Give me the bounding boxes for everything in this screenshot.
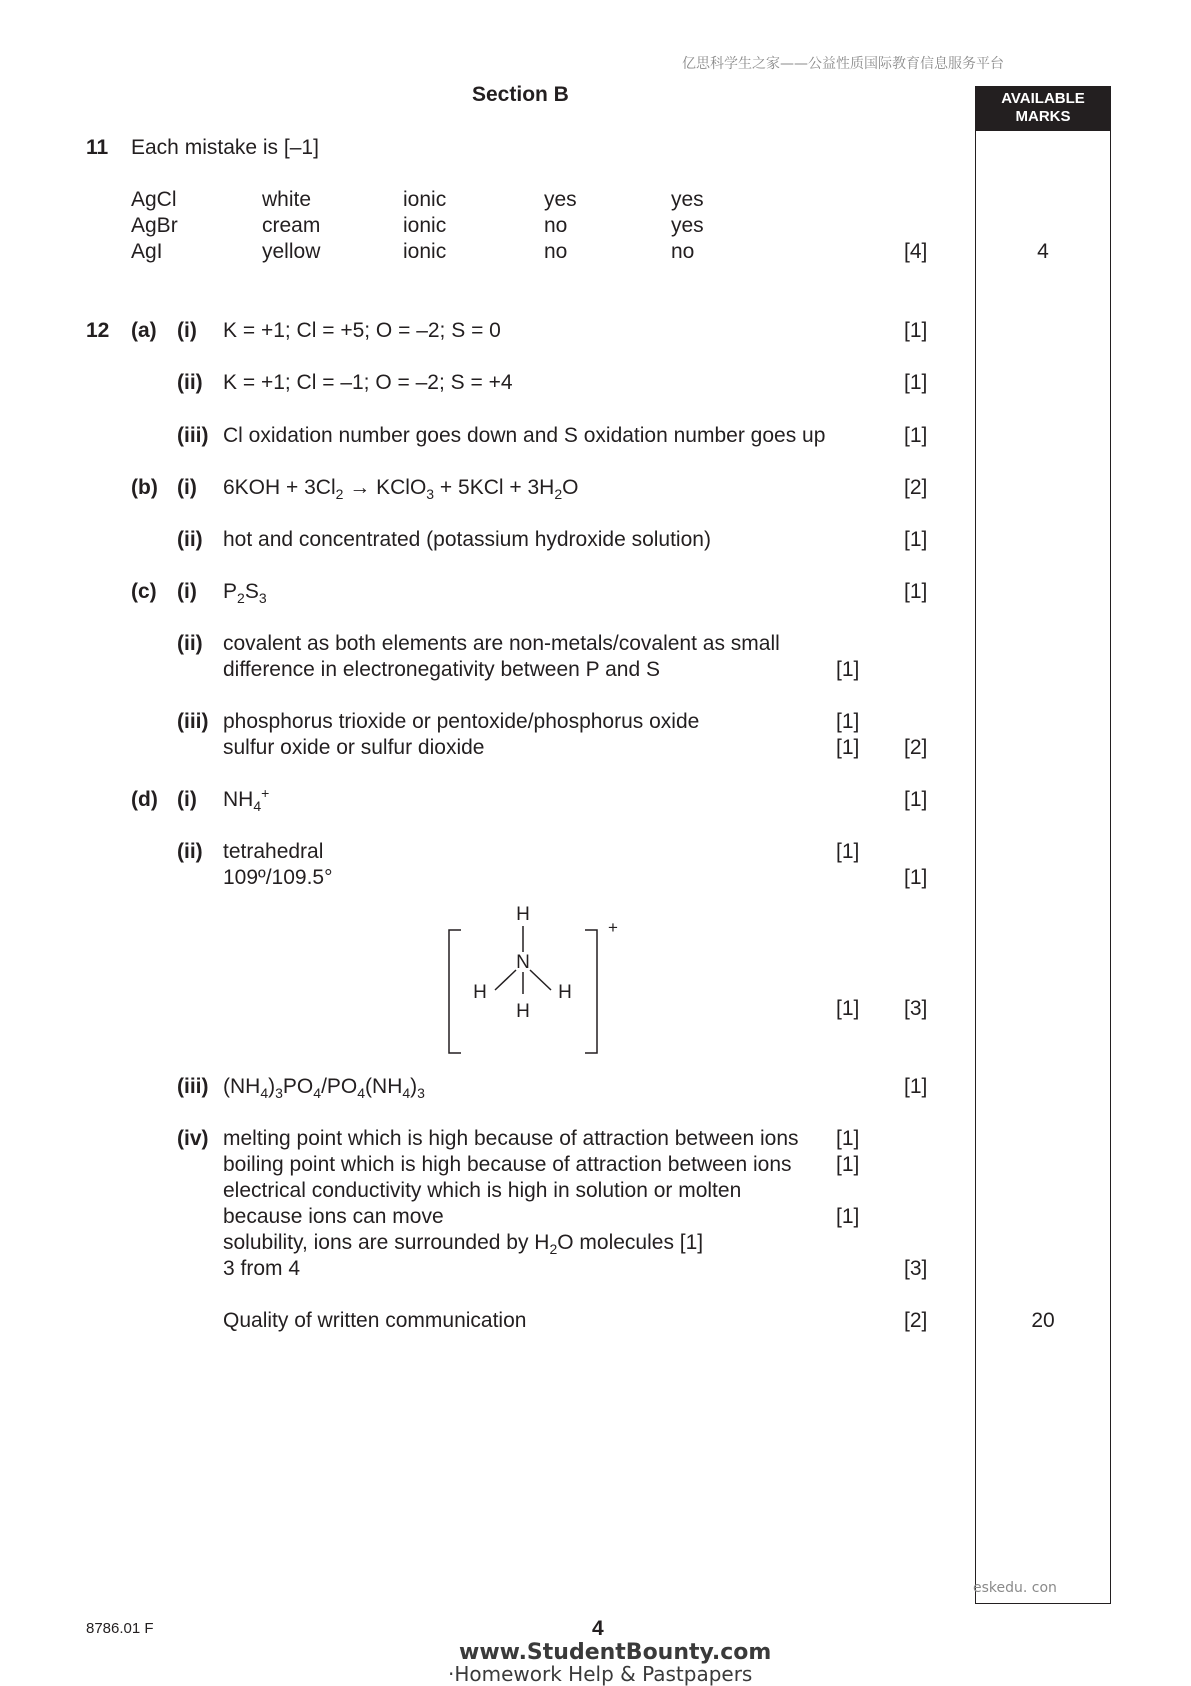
atom-h-left: H: [473, 982, 487, 1003]
q11-cell: no: [544, 214, 568, 237]
sub-label: (ii): [177, 632, 203, 655]
answer-text: difference in electronegativity between P and S: [223, 658, 661, 681]
equation-text: $6KOH + 3Cl_2$ → KClO$_3$ + $5KCl + 3H_2O$: [223, 476, 579, 503]
part-label-a: (a): [131, 319, 157, 342]
sub-label: (iii): [177, 1075, 209, 1098]
answer-text: covalent as both elements are non-metals/covalent as small: [223, 632, 780, 655]
right-bracket: [585, 930, 597, 1053]
sub-label: (ii): [177, 840, 203, 863]
q11-cell: AgCl: [131, 188, 177, 211]
mark: [1]: [904, 424, 928, 447]
paper-code: 8786.01 F: [86, 1620, 154, 1637]
part-label-b: (b): [131, 476, 158, 499]
answer-text-part: solubility, ions are surrounded by H: [223, 1231, 550, 1254]
answer-text: phosphorus trioxide or pentoxide/phosphorus oxide: [223, 710, 700, 733]
atom-n: N: [516, 952, 530, 973]
sub-mark: [1]: [836, 840, 860, 863]
sub-label: (iii): [177, 710, 209, 733]
mark: [1]: [904, 319, 928, 342]
bond-left: [495, 970, 516, 990]
sub-label: (iv): [177, 1127, 209, 1150]
sub-label: (i): [177, 319, 197, 342]
watermark-top: 亿思科学生之家——公益性质国际教育信息服务平台: [682, 56, 1004, 72]
sub-mark: [1]: [836, 658, 860, 681]
marks-header-line2: MARKS: [1015, 108, 1071, 125]
page-number: 4: [592, 1617, 604, 1640]
q11-cell: ionic: [403, 214, 447, 237]
q11-available-marks: 4: [1037, 240, 1049, 263]
mark: [1]: [904, 528, 928, 551]
qwc-text: Quality of written communication: [223, 1309, 527, 1332]
mark: [1]: [904, 1075, 928, 1098]
formula-text: $P_2S_3$: [223, 580, 267, 607]
answer-text: 109º/109.5°: [223, 866, 333, 889]
sub-label: (i): [177, 580, 197, 603]
sub-label: (ii): [177, 528, 203, 551]
mark: [1]: [904, 866, 928, 889]
marks-header-line1: AVAILABLE: [1001, 90, 1085, 107]
answer-text: K = +1; Cl = –1; O = –2; S = +4: [223, 371, 513, 394]
answer-text: Cl oxidation number goes down and S oxidation number goes up: [223, 424, 826, 447]
q11-cell: yes: [671, 188, 704, 211]
mark: [2]: [904, 476, 928, 499]
mark: [3]: [904, 1257, 928, 1280]
bond-right: [530, 970, 551, 990]
mark: [1]: [904, 580, 928, 603]
watermark-bottom: eskedu. con: [973, 1580, 1057, 1596]
question-number-11: 11: [86, 136, 109, 159]
studentbounty-url[interactable]: www.StudentBounty.com: [459, 1640, 772, 1665]
answer-text: because ions can move: [223, 1205, 444, 1228]
section-title: Section B: [472, 83, 569, 106]
q11-cell: no: [671, 240, 695, 263]
q11-intro: Each mistake is [–1]: [131, 136, 319, 159]
q11-mark: [4]: [904, 240, 928, 263]
q11-cell: yes: [671, 214, 704, 237]
sub-label: (i): [177, 788, 197, 811]
atom-h-bottom: H: [516, 1001, 530, 1022]
q11-cell: ionic: [403, 188, 447, 211]
answer-text: tetrahedral: [223, 840, 324, 863]
sub-mark: [1]: [836, 1153, 860, 1176]
q11-cell: white: [262, 188, 312, 211]
part-label-c: (c): [131, 580, 157, 603]
sub-label: (ii): [177, 371, 203, 394]
answer-text: sulfur oxide or sulfur dioxide: [223, 736, 485, 759]
left-bracket: [449, 930, 461, 1053]
answer-text: hot and concentrated (potassium hydroxide solution): [223, 528, 711, 551]
sub-mark: [1]: [836, 1205, 860, 1228]
mark: [1]: [904, 371, 928, 394]
mark: [2]: [904, 1309, 928, 1332]
ammonium-ion-diagram: [440, 900, 640, 1060]
charge-sign: +: [608, 918, 618, 937]
sub-mark: [1]: [836, 997, 860, 1020]
answer-text: melting point which is high because of attraction between ions: [223, 1127, 799, 1150]
sub-mark: [1]: [836, 736, 860, 759]
formula-text: $NH_4^+$: [223, 785, 270, 815]
q11-cell: no: [544, 240, 568, 263]
mark: [1]: [904, 788, 928, 811]
q11-cell: yes: [544, 188, 577, 211]
answer-text: K = +1; Cl = +5; O = –2; S = 0: [223, 319, 501, 342]
sub-mark: [1]: [836, 1127, 860, 1150]
available-marks-column: [975, 86, 1111, 1604]
sub-mark: [1]: [836, 710, 860, 733]
answer-text: 3 from 4: [223, 1257, 301, 1280]
q11-cell: AgI: [131, 240, 163, 263]
sub-label: (iii): [177, 424, 209, 447]
answer-text: electrical conductivity which is high in solution or molten: [223, 1179, 742, 1202]
question-number-12: 12: [86, 319, 110, 342]
answer-text: boiling point which is high because of attraction between ions: [223, 1153, 792, 1176]
q11-cell: ionic: [403, 240, 447, 263]
q11-cell: yellow: [262, 240, 321, 263]
mark: [3]: [904, 997, 928, 1020]
available-marks-header: [975, 86, 1111, 131]
answer-text: solubility, ions are surrounded by $H_2O$ molecules [1]: [223, 1231, 704, 1258]
q11-cell: cream: [262, 214, 321, 237]
mark: [2]: [904, 736, 928, 759]
q11-cell: AgBr: [131, 214, 178, 237]
q12-available-marks: 20: [1031, 1309, 1055, 1332]
answer-text-part: O molecules [1]: [557, 1231, 704, 1254]
studentbounty-tagline: ·Homework Help & Pastpapers: [448, 1662, 753, 1686]
part-label-d: (d): [131, 788, 158, 811]
atom-h-top: H: [516, 904, 530, 925]
formula-text: $(NH_4)_3PO_4/PO_4(NH_4)_3$: [223, 1075, 425, 1102]
sub-label: (i): [177, 476, 197, 499]
atom-h-right: H: [558, 982, 572, 1003]
